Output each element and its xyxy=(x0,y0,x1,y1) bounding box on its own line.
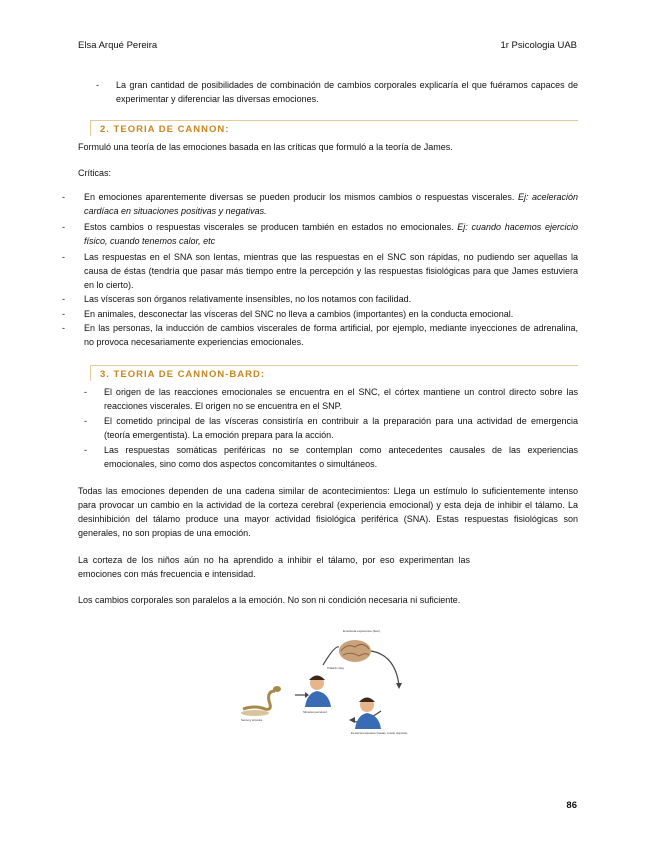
critica-item xyxy=(62,292,578,306)
section-2-title-rule xyxy=(90,120,91,136)
section-2-title: 2. TEORIA DE CANNON: xyxy=(100,124,230,135)
bullet-dash: - xyxy=(62,252,65,262)
section-2-intro: Formuló una teoría de las emociones basada en las críticas que formuló a la teoría de James. xyxy=(78,142,453,152)
bullet-dash: - xyxy=(84,387,87,397)
cannon-bard-figure xyxy=(235,625,425,735)
critica-text: Las respuestas en el SNA son lentas, mientras que las respuestas en el SNC son rápidas, no pudiendo ser aquellas la causa de éstas (tendría que pasar más tiempo entre la percepción y las respuestas fisiológicas para que James estuviera en lo cierto). xyxy=(84,252,578,290)
section-3-paragraph: Los cambios corporales son paralelos a la emoción. No son ni condición necesaria ni suficiente. xyxy=(78,595,461,605)
section-3-paragraph: Todas las emociones dependen de una cadena similar de acontecimientos: Llega un estímulo lo suficientemente intenso para provocar un cambio en la actividad de la corteza cerebral (experiencia emocional) y esta deja de inhibir el tálamo. La desinhibición del tálamo produce una mayor actividad fisiológica periférica (SNA). Estas respuestas fisiológicas son generales, no son propias de una emoción. xyxy=(78,486,578,538)
critica-item xyxy=(62,307,578,321)
cannon-bard-text: El origen de las reacciones emocionales se encuentra en el SNC, el córtex mantiene un control directo sobre las reacciones viscerales. El origen no se encuentra en el SNP. xyxy=(104,387,578,411)
section-3-title: 3. TEORIA DE CANNON-BARD: xyxy=(100,369,266,380)
person-reacting-icon xyxy=(351,698,408,736)
section-3-title-rule-top xyxy=(90,365,578,366)
criticas-label: Críticas: xyxy=(78,168,112,178)
brain-icon xyxy=(339,640,371,662)
critica-example: Ej: aceleración cardíaca en situaciones positivas y negativas. xyxy=(84,192,578,216)
person-perceiving-icon xyxy=(303,666,345,714)
critica-item xyxy=(62,250,578,292)
critica-text: En las personas, la inducción de cambios viscerales de forma artificial, por ejemplo, mediante inyecciones de adrenalina, no provoca necesariamente experiencias emocionales. xyxy=(84,323,578,347)
bullet-dash: - xyxy=(62,192,65,202)
critica-example: Ej: cuando hacemos ejercicio físico, cuando tenemos calor, etc xyxy=(84,222,579,246)
cannon-bard-item xyxy=(84,443,578,471)
critica-text: En animales, desconectar las vísceras del SNC no lleva a cambios (importantes) en la conducta emocional. xyxy=(84,309,514,319)
svg-text:Emotional experience (fear): Emotional experience (fear) xyxy=(343,629,380,633)
bullet-dash: - xyxy=(62,323,65,333)
page-number: 86 xyxy=(566,800,577,811)
cannon-bard-text: El cometido principal de las vísceras consistiría en contribuir a la preparación para una actividad de emergencia (teoría emergentista). La emoción prepara para la acción. xyxy=(104,416,578,440)
section-2-title-rule-top xyxy=(90,120,578,121)
critica-text: En emociones aparentemente diversas se pueden producir los mismos cambios o respuestas viscerales. xyxy=(84,192,518,202)
critica-text: Las vísceras son órganos relativamente insensibles, no los notamos con facilidad. xyxy=(84,294,412,304)
snake-icon xyxy=(241,686,281,722)
thalamic-relay-label: Thalamic relay xyxy=(327,667,344,670)
header-author: Elsa Arqué Pereira xyxy=(78,40,158,51)
critica-item xyxy=(62,220,578,248)
header-course: 1r Psicologia UAB xyxy=(500,40,577,51)
critica-item xyxy=(62,321,578,349)
bullet-dash: - xyxy=(96,80,99,90)
intro-bullet xyxy=(96,78,578,106)
cannon-bard-text: Las respuestas somáticas periféricas no se contemplan como antecedentes causales de las experiencias emocionales, sino como dos aspectos concomitantes o simultáneos. xyxy=(104,445,578,469)
critica-item xyxy=(62,190,578,218)
bullet-dash: - xyxy=(84,445,87,455)
emotional-experience-label xyxy=(343,629,380,633)
bullet-dash: - xyxy=(62,222,65,232)
sensory-stimulus-label: Sensory stimulus xyxy=(241,718,263,722)
cannon-bard-item xyxy=(84,385,578,413)
bullet-dash: - xyxy=(62,294,65,304)
bullet-dash: - xyxy=(84,416,87,426)
emotional-expression-label: Emotional expression (sweats, muscle response) xyxy=(351,732,408,735)
bullet-dash: - xyxy=(62,309,65,319)
section-3-paragraph: La corteza de los niños aún no ha aprendido a inhibir el tálamo, por eso experimentan las emociones con más frecuencia e intensidad. xyxy=(78,555,470,579)
cannon-bard-item xyxy=(84,414,578,442)
stimulus-perceived-label: Stimulus perceived xyxy=(303,710,327,714)
intro-bullet-text: La gran cantidad de posibilidades de combinación de cambios corporales explicaría el que fuéramos capaces de experimentar y diferenciar las diversas emociones. xyxy=(116,80,578,104)
critica-text: Estos cambios o respuestas viscerales se producen también en estados no emocionales. xyxy=(84,222,458,232)
section-3-title-rule xyxy=(90,365,91,381)
